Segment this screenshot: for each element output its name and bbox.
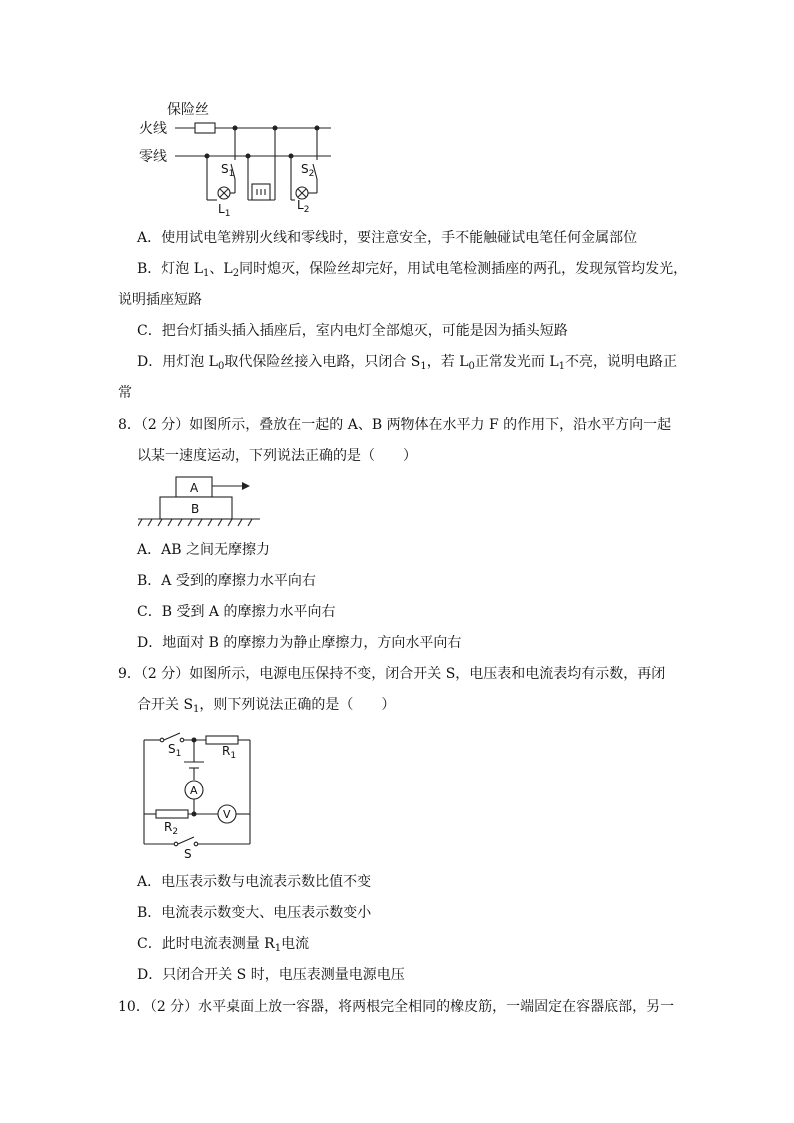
live-wire-label: 火线 [139,121,167,137]
household-circuit-figure [135,96,345,221]
q9-option-d: D．只闭合开关 S 时，电压表测量电源电压 [137,967,405,983]
s2-label: $S_2$ [301,162,315,179]
q9-option-b: B．电流表示数变大、电压表示数变小 [137,905,372,921]
fuse-symbol [195,123,215,133]
resistor-r2 [156,810,188,818]
ammeter-label: A [190,784,198,797]
q7-option-d-line1: D．用灯泡 $L_0$取代保险丝接入电路，只闭合 $S_1$，若 $L_0$正常发光而 $L_1$不亮，说明电路正 [137,354,678,372]
l2-label: $L_2$ [297,198,310,215]
s1-label: $S_1$ [221,162,235,179]
r1-label: $R_1$ [222,744,237,761]
q8-stem-line2: 以某一速度运动，下列说法正确的是（ ） [137,448,417,464]
q8-option-b: B．A 受到的摩擦力水平向右 [137,573,316,589]
voltmeter-label: V [223,808,231,821]
q9-option-a: A．电压表示数与电流表示数比值不变 [137,874,372,890]
q10-stem-line1: 10．（2 分）水平桌面上放一容器，将两根完全相同的橡皮筋，一端固定在容器底部，另一 [118,999,675,1015]
force-arrow-head [242,482,250,490]
q7-option-c: C．把台灯插头插入插座后，室内电灯全部熄灭，可能是因为插头短路 [137,323,568,339]
neutral-wire-label: 零线 [139,149,167,165]
q7-option-a: A．使用试电笔辨别火线和零线时，要注意安全，手不能触碰试电笔任何金属部位 [137,230,638,246]
q9-stem-line2: 合开关 $S_1$，则下列说法正确的是（ ） [137,697,396,715]
block-a-label: A [190,481,199,495]
stacked-blocks-figure [138,474,263,536]
s1-label: $S_1$ [168,742,182,759]
q7-option-d-line2: 常 [118,385,132,401]
q9-option-c: C．此时电流表测量 $R_1$电流 [137,936,310,954]
series-parallel-circuit-figure [138,728,260,860]
q7-option-b-line1: B．灯泡 $L_1$、$L_2$同时熄灭，保险丝却完好，用试电笔检测插座的两孔，发现氖管均发光， [137,261,688,279]
q8-stem-line1: 8．（2 分）如图所示，叠放在一起的 A、B 两物体在水平力 F 的作用下，沿水平方向一起 [118,417,672,433]
block-b-label: B [191,502,200,516]
q9-stem-line1: 9．（2 分）如图所示，电源电压保持不变，闭合开关 S，电压表和电流表均有示数，再闭 [118,666,666,682]
s-label: S [184,847,192,860]
fuse-label: 保险丝 [167,102,209,118]
l1-label: $L_1$ [218,202,231,219]
q8-option-a: A．AB 之间无摩擦力 [137,542,270,558]
q7-option-b-line2: 说明插座短路 [118,292,202,308]
r2-label: $R_2$ [164,820,179,837]
q8-option-c: C．B 受到 A 的摩擦力水平向右 [137,604,336,620]
resistor-r1 [206,736,238,744]
q8-option-d: D．地面对 B 的摩擦力为静止摩擦力，方向水平向右 [137,635,462,651]
